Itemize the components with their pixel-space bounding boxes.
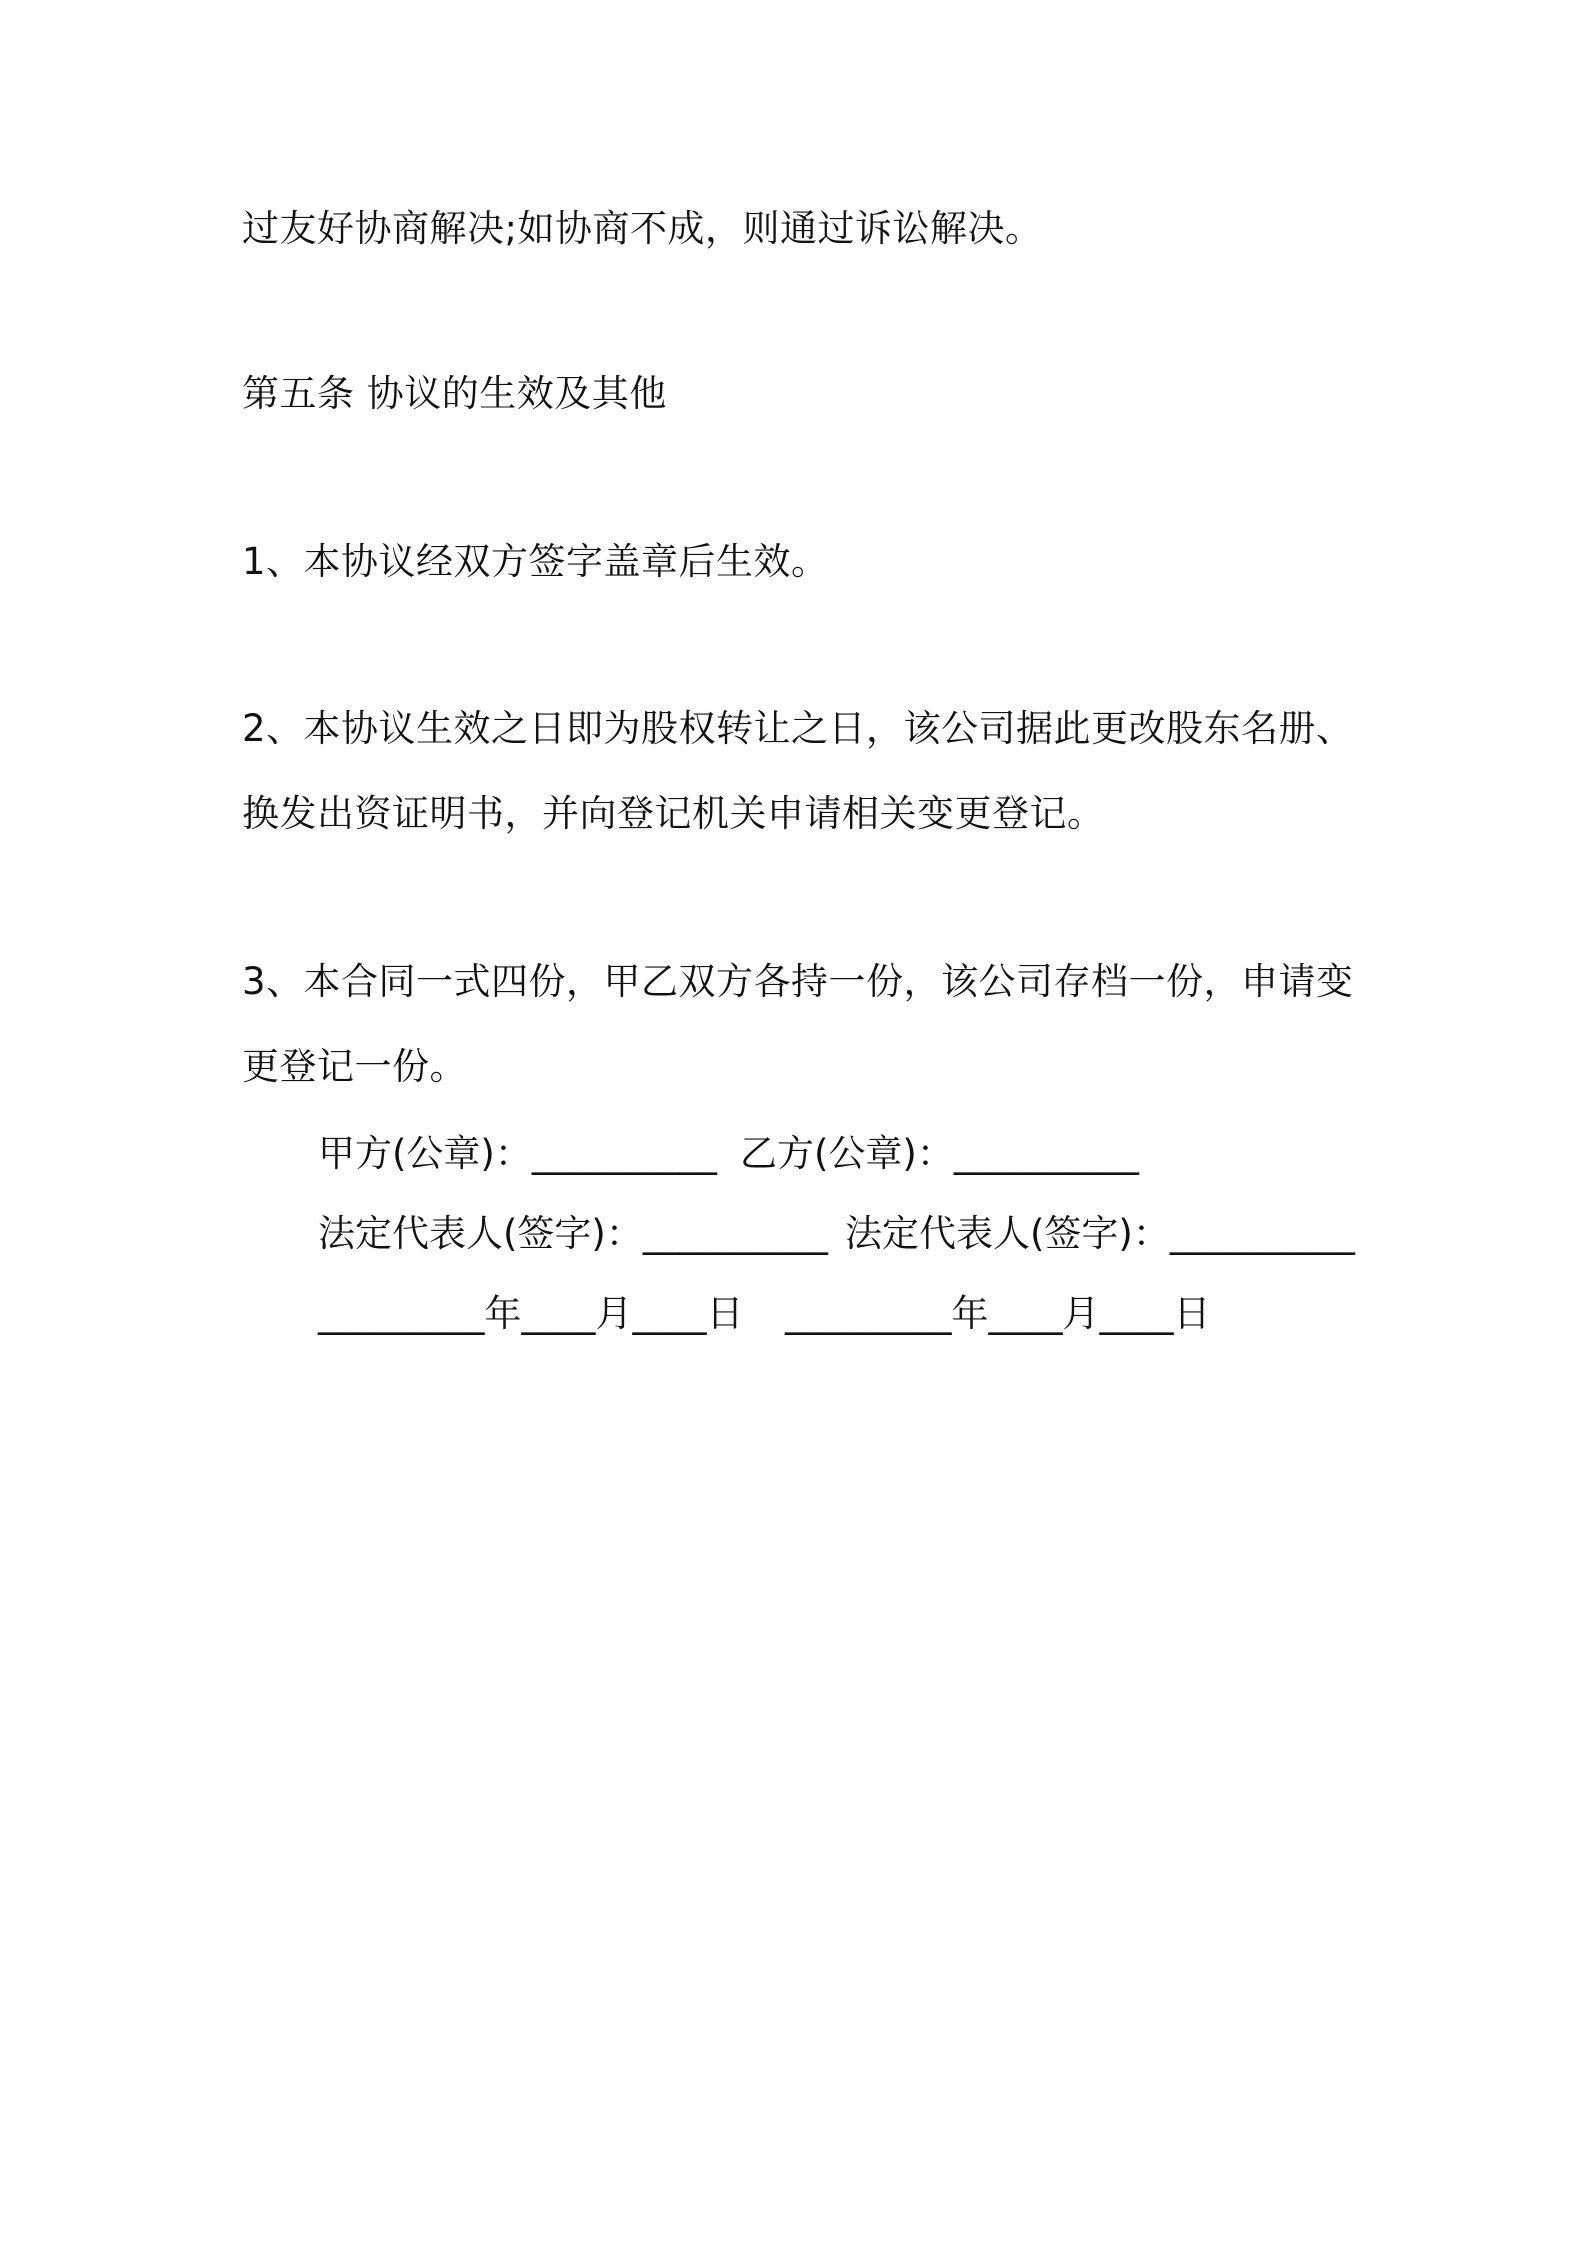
party-b-seal-field: 乙方(公章)：__________ [740,1132,1139,1175]
party-a-date-field: _________年____月____日 [318,1292,744,1335]
clause-2-line-1: 2、本协议生效之日即为股权转让之日，该公司据此更改股东名册、 [242,707,1354,750]
party-a-rep-field: 法定代表人(签字)：__________ [318,1212,828,1255]
continuation-text: 过友好协商解决;如协商不成，则通过诉讼解决。 [242,207,1043,250]
party-a-seal-field: 甲方(公章)：__________ [318,1132,717,1175]
clause-1-line-1: 1、本协议经双方签字盖章后生效。 [242,540,829,583]
article-heading: 第五条 协议的生效及其他 [242,372,667,415]
party-b-date-field: _________年____月____日 [785,1292,1211,1335]
clause-3-line-2: 更登记一份。 [242,1045,467,1088]
clause-2-line-2: 换发出资证明书，并向登记机关申请相关变更登记。 [242,792,1105,835]
party-b-rep-field: 法定代表人(签字)：__________ [845,1212,1355,1255]
clause-3-line-1: 3、本合同一式四份，甲乙双方各持一份，该公司存档一份，申请变 [242,960,1354,1003]
